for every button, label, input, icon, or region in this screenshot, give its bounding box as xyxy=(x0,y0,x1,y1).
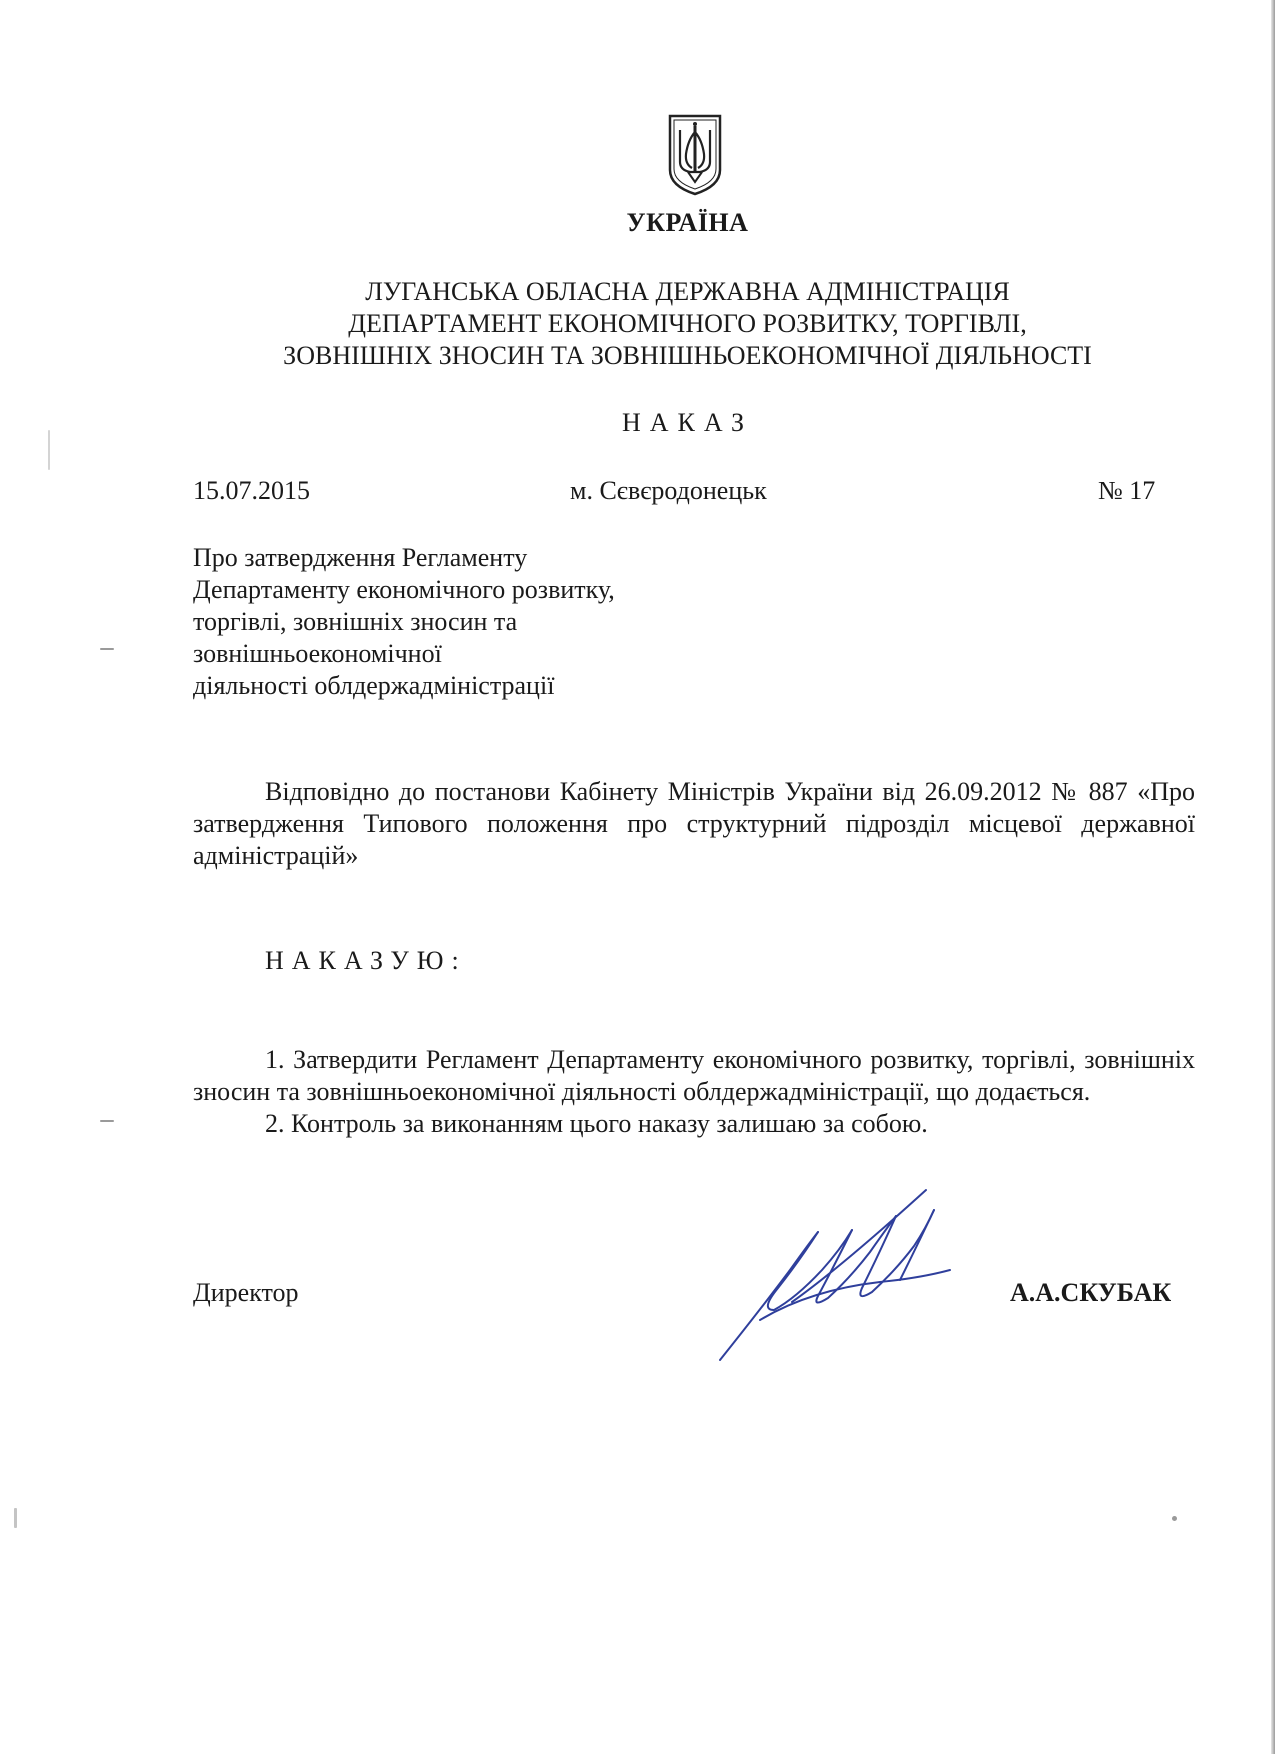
subject-line: торгівлі, зовнішніх зносин та xyxy=(193,607,518,636)
order-points xyxy=(193,1044,1195,1140)
document-number: № 17 xyxy=(1098,476,1156,505)
trident-coat-of-arms-icon xyxy=(666,112,724,196)
org-line: ДЕПАРТАМЕНТ ЕКОНОМІЧНОГО РОЗВИТКУ, ТОРГІВЛІ, xyxy=(348,309,1027,338)
signatory-name: А.А.СКУБАК xyxy=(1010,1278,1172,1307)
signatory-title: Директор xyxy=(193,1278,299,1307)
order-heading: НАКАЗУЮ: xyxy=(265,946,467,975)
document-type: НАКАЗ xyxy=(621,408,754,437)
legal-basis-paragraph: Відповідно до постанови Кабінету Міністрів України від 26.09.2012 № 887 «Про затвердження Типового положення про структурний підрозділ місцевої державної адміністрацій» xyxy=(193,777,1195,870)
scan-speck xyxy=(48,430,50,470)
subject-line: Департаменту економічного розвитку, xyxy=(193,575,615,604)
handwritten-signature xyxy=(700,1170,970,1370)
org-line: ЗОВНІШНІХ ЗНОСИН ТА ЗОВНІШНЬОЕКОНОМІЧНОЇ ДІЯЛЬНОСТІ xyxy=(283,341,1092,370)
country-title: УКРАЇНА xyxy=(626,208,749,237)
scan-speck xyxy=(14,1508,17,1528)
org-line: ЛУГАНСЬКА ОБЛАСНА ДЕРЖАВНА АДМІНІСТРАЦІЯ xyxy=(365,277,1010,306)
order-point: 1. Затвердити Регламент Департаменту економічного розвитку, торгівлі, зовнішніх зносин та зовнішньоекономічної діяльності облдержадміністрації, що додається. xyxy=(193,1045,1195,1106)
scan-edge xyxy=(1271,0,1275,1754)
document-date: 15.07.2015 xyxy=(193,476,310,505)
subject-line: зовнішньоекономічної xyxy=(193,639,442,668)
organization-header xyxy=(0,276,1275,372)
scan-speck xyxy=(1172,1516,1177,1521)
subject-line: Про затвердження Регламенту xyxy=(193,543,528,572)
subject-line: діяльності облдержадміністрації xyxy=(193,671,555,700)
order-point: 2. Контроль за виконанням цього наказу залишаю за собою. xyxy=(265,1109,928,1138)
scan-speck xyxy=(100,1120,114,1122)
document-city: м. Сєвєродонецьк xyxy=(570,476,767,505)
document-subject xyxy=(193,542,753,702)
scan-speck xyxy=(100,648,114,650)
